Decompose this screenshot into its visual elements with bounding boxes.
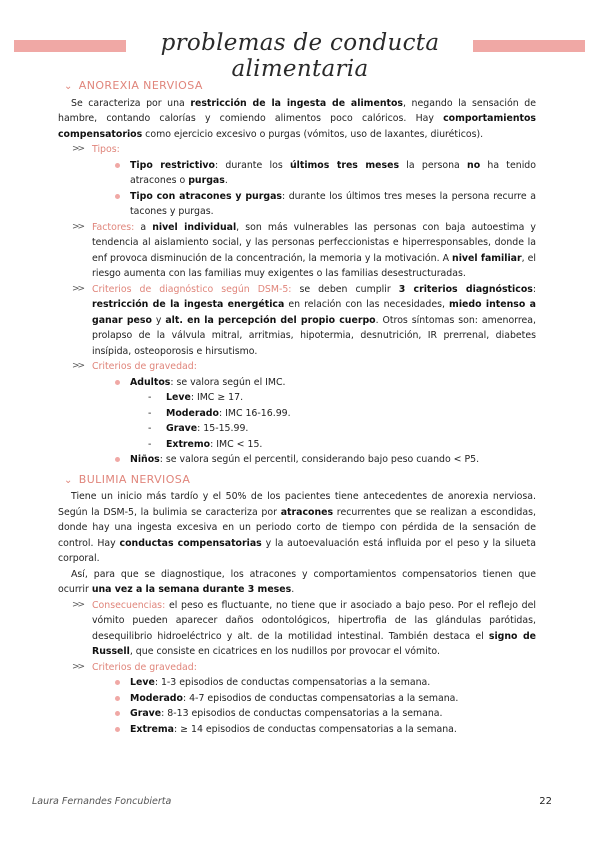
chevron-icon: ⌄ <box>64 81 73 92</box>
anorexia-intro: Se caracteriza por una restricción de la ingesta de alimentos, negando la sensación de hambre, contando calorías y comiendo alimentos poco calóricos. Hay comportamientos compensatorios como ejercicio excesivo o purgas (vómitos, uso de laxantes, diuréticos). <box>58 97 536 140</box>
list-item-grave: - Grave: 15-15.99. <box>148 423 249 434</box>
dot-icon <box>115 711 120 716</box>
chevron-icon: ⌄ <box>64 474 73 486</box>
double-arrow-icon: >> <box>72 661 84 672</box>
list-item-criterios: >> Criterios de diagnóstico según DSM-5: se deben cumplir 3 criterios diagnósticos: restricción de la ingesta energética en relación con las necesidades, miedo intenso a ganar peso y alt. en la percepción del propio cuerpo. Otros síntomas son: amenorrea, prolapso de la válvula mitral, arritmias, hipotermia, desnutrición, IR prerrenal, diabetes insípida, osteoporosis e hirsutismo. <box>72 283 537 357</box>
list-item-gravedad: >> Criterios de gravedad: <box>58 359 536 375</box>
list-item-ninos: Niños: se valora según el percentil, considerando bajo peso cuando < P5. <box>58 452 536 468</box>
list-item-extremo: - Extremo: IMC < 15. <box>148 438 263 450</box>
dot-icon <box>115 696 120 701</box>
dot-icon <box>115 380 120 385</box>
list-item-gravedad-bulimia: >> Criterios de gravedad: <box>58 660 536 676</box>
list-item-leve: - Leve: IMC ≥ 17. <box>148 392 244 403</box>
dot-icon <box>115 163 120 168</box>
list-item-moderado: Moderado: 4-7 episodios de conductas compensatorias a la semana. <box>58 691 536 707</box>
section-title: ANOREXIA NERVIOSA <box>78 79 203 92</box>
double-arrow-icon: >> <box>72 221 84 232</box>
list-item-grave: Grave: 8-13 episodios de conductas compensatorias a la semana. <box>58 706 536 722</box>
double-arrow-icon: >> <box>72 361 84 371</box>
main-content <box>58 78 536 737</box>
section-heading-anorexia <box>64 78 536 95</box>
section-heading-bulimia <box>64 472 536 489</box>
double-arrow-icon: >> <box>72 283 84 294</box>
page-title: problemas de conducta alimentaria <box>160 30 440 82</box>
title-band <box>0 30 600 82</box>
list-item-moderado: - Moderado: IMC 16-16.99. <box>148 407 291 419</box>
title-decor-right <box>473 40 585 52</box>
double-arrow-icon: >> <box>72 144 84 154</box>
list-item-leve: Leve: 1-3 episodios de conductas compensatorias a la semana. <box>58 675 536 691</box>
page-number: 22 <box>539 796 552 807</box>
dot-icon <box>115 194 120 199</box>
section-title: BULIMIA NERVIOSA <box>78 472 191 486</box>
page-footer <box>32 796 552 807</box>
list-item-extrema: Extrema: ≥ 14 episodios de conductas compensatorias a la semana. <box>58 722 536 738</box>
dot-icon <box>115 727 120 732</box>
list-item-factores: >> Factores: a nivel individual, son más vulnerables las personas con baja autoestima y tendencia al aislamiento social, y las personas perfeccionistas e hiperresponsables, donde la enf provoca disminución de la concentración, la memoria y la motivación. A nivel familiar, el riesgo aumenta con las familias muy exigentes o las familias desestructuradas. <box>72 221 536 279</box>
list-item-tipos: >> Tipos: <box>58 142 536 158</box>
list-item-adultos: Adultos: se valora según el IMC. <box>58 375 536 391</box>
bulimia-p2: Así, para que se diagnostique, los atracones y comportamientos compensatorios tienen que ocurrir una vez a la semana durante 3 meses. <box>58 568 536 595</box>
list-item-tipo-restrictivo: Tipo restrictivo: durante los últimos tres meses la persona no ha tenido atracones o purgas. <box>58 158 536 189</box>
bulimia-p1: Tiene un inicio más tardío y el 50% de los pacientes tiene antecedentes de anorexia nerviosa. Según la DSM-5, la bulimia se caracteriza por atracones recurrentes que se realizan a escondidas, donde hay una ingesta excesiva en un periodo corto de tiempo con pérdida de la sensación de control. Hay conductas compensatorias y la autoevaluación está influida por el peso y la silueta corporal. <box>58 491 536 564</box>
dot-icon <box>115 680 120 685</box>
list-item-tipo-purgas: Tipo con atracones y purgas: durante los últimos tres meses la persona recurre a tacones y purgas. <box>58 189 536 220</box>
dot-icon <box>115 457 120 462</box>
list-item-consecuencias: >> Consecuencias: el peso es fluctuante, no tiene que ir asociado a bajo peso. Por el reflejo del vómito pueden aparecer daños odontológicos, hipertrofia de las glándulas parótidas, desequilibrio hidroeléctrico y alt. de la motilidad intestinal. También destaca el signo de Russell, que consiste en cicatrices en los nudillos por provocar el vómito. <box>72 599 537 657</box>
double-arrow-icon: >> <box>72 599 84 610</box>
title-decor-left <box>14 40 126 52</box>
footer-author: Laura Fernandes Foncubierta <box>32 796 172 807</box>
